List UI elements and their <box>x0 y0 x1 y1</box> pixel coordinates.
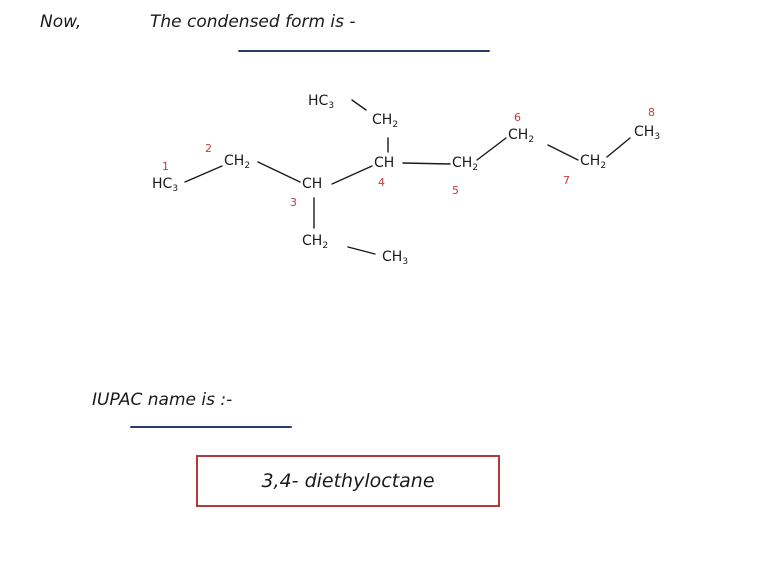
atom-c4-branch-end: $HC_3$ <box>308 93 335 111</box>
carbon-number-5: 5 <box>452 184 459 197</box>
atom-c1: $HC_3$ <box>152 176 179 194</box>
atom-c4: CH <box>374 155 395 171</box>
atom-c5: $CH_2$ <box>452 155 479 173</box>
bond-c1-c2 <box>185 166 222 182</box>
atom-c7: $CH_2$ <box>580 153 607 171</box>
atom-c8: $CH_3$ <box>634 124 661 142</box>
carbon-number-7: 7 <box>563 174 570 187</box>
atom-c6: $CH_2$ <box>508 127 535 145</box>
atom-c2: $CH_2$ <box>224 153 251 171</box>
atom-c4-branch: $CH_2$ <box>372 112 399 130</box>
atom-c3-branch-end: $CH_3$ <box>382 249 409 267</box>
bond-c7-c8 <box>607 138 630 157</box>
answer-box <box>196 455 500 507</box>
bond-c3-c4 <box>332 166 372 184</box>
carbon-number-4: 4 <box>378 176 385 189</box>
bond-c4-branch-ethyl <box>352 100 366 110</box>
bond-c2-c3 <box>258 162 300 182</box>
carbon-number-8: 8 <box>648 106 655 119</box>
iupac-label: IUPAC name is :- <box>92 390 233 410</box>
now-word: Now, <box>40 12 82 32</box>
bond-c5-c6 <box>477 138 506 160</box>
carbon-number-3: 3 <box>290 196 297 209</box>
condensed-form-statement: The condensed form is - <box>150 12 356 32</box>
iupac-answer: 3,4- diethyloctane <box>261 470 435 492</box>
atom-c3: CH <box>302 176 323 192</box>
atom-c3-branch: $CH_2$ <box>302 233 329 251</box>
bond-c3-branch-ethyl <box>348 247 375 254</box>
iupac-underline <box>130 426 292 428</box>
carbon-number-2: 2 <box>205 142 212 155</box>
bond-c6-c7 <box>548 145 578 160</box>
carbon-number-1: 1 <box>162 160 169 173</box>
carbon-number-6: 6 <box>514 111 521 124</box>
bond-c4-c5 <box>403 163 450 164</box>
